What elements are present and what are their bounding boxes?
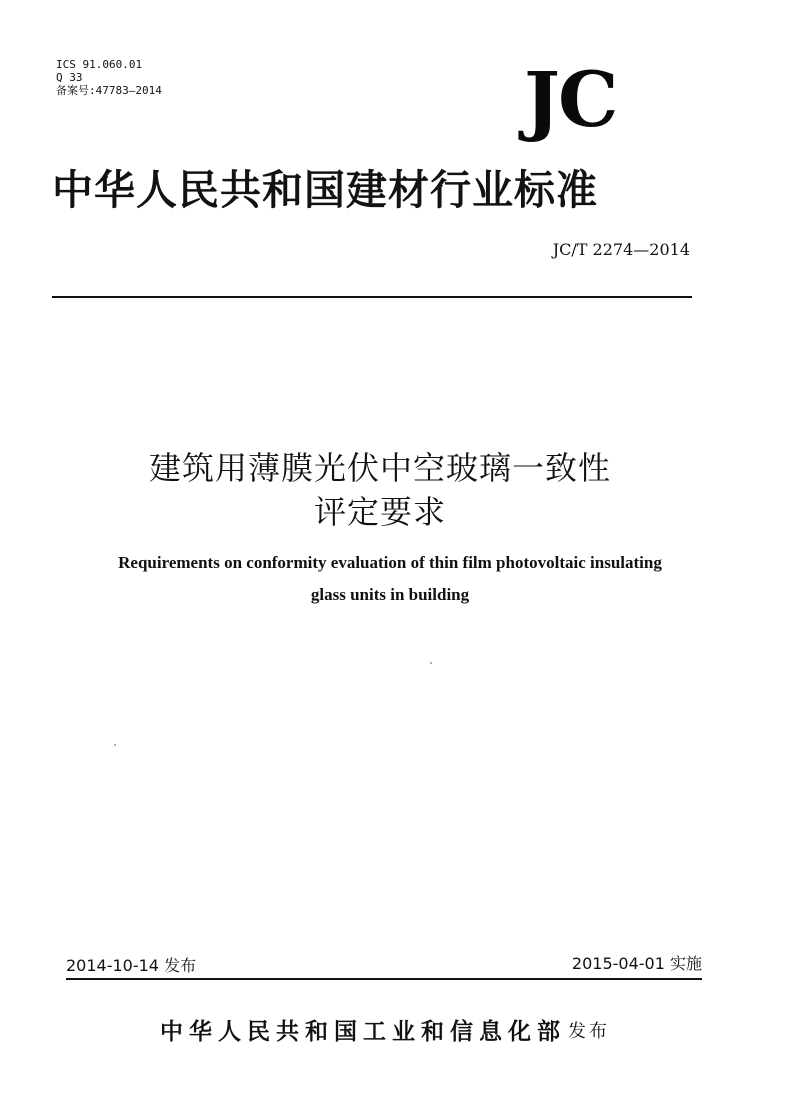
publish-label: 发布 (568, 1021, 610, 1042)
publisher-name: 中华人民共和国工业和信息化部 (160, 1018, 566, 1045)
record-number: 备案号:47783—2014 (56, 84, 162, 97)
issue-date: 2014-10-14 发布 (66, 956, 197, 975)
title-english-line-2: glass units in building (310, 585, 470, 604)
ics-code: ICS 91.060.01 (56, 58, 143, 71)
scan-speck (114, 744, 116, 746)
title-chinese-line-2: 评定要求 (313, 493, 446, 531)
title-english-line-1: Requirements on conformity evaluation of thin film photovoltaic insulating (118, 553, 662, 572)
jc-logo: JC (524, 55, 617, 144)
effective-date: 2015-04-01 实施 (571, 954, 702, 973)
standard-number: JC/T 2274—2014 (552, 240, 690, 259)
title-chinese-line-1: 建筑用薄膜光伏中空玻璃一致性 (148, 449, 611, 487)
classification-code: Q 33 (56, 71, 83, 84)
standard-type-title: 中华人民共和国建材行业标准 (52, 166, 598, 214)
top-divider (52, 296, 692, 298)
bottom-divider (66, 978, 702, 980)
scan-speck (430, 662, 432, 664)
